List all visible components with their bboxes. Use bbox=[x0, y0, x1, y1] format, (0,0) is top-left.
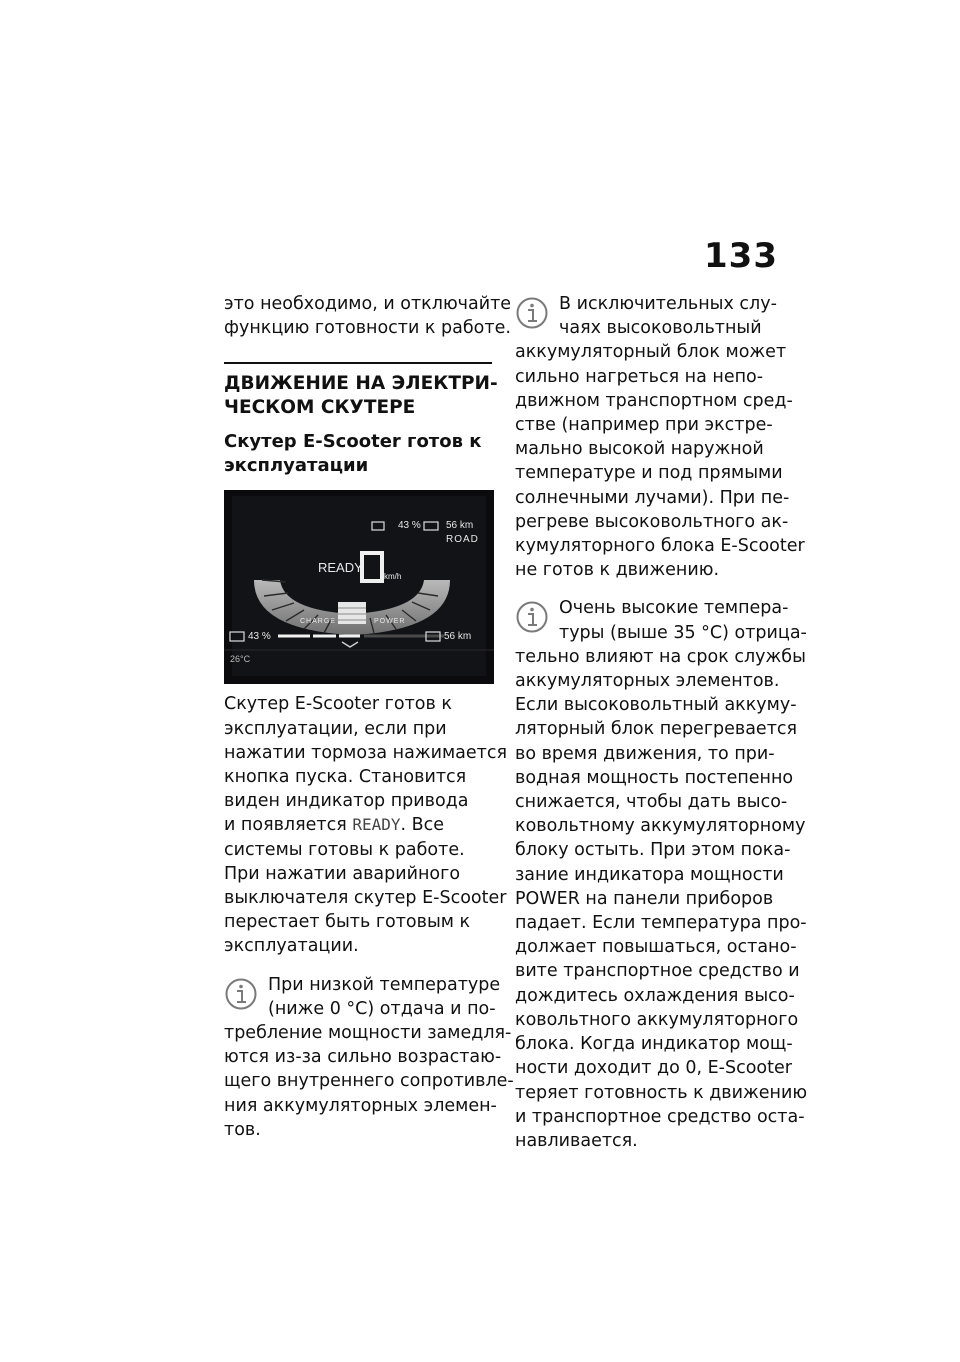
power-label: POWER bbox=[374, 618, 406, 626]
top-battery-text: 43 % bbox=[398, 520, 421, 532]
info-icon bbox=[515, 296, 549, 330]
speed-unit: km/h bbox=[384, 572, 402, 582]
bottom-range-text: 56 km bbox=[444, 631, 472, 643]
intro-paragraph: это необходимо, и отключайте функцию готовности к работе. bbox=[224, 294, 512, 339]
ready-inline-code: READY bbox=[352, 815, 401, 835]
info-icon bbox=[515, 600, 549, 634]
top-range-text: 56 km bbox=[446, 520, 474, 532]
temperature-text: 26°C bbox=[230, 654, 251, 665]
right-column bbox=[515, 292, 808, 1153]
bottom-battery-text: 43 % bbox=[248, 631, 271, 643]
mode-text: ROAD bbox=[446, 534, 479, 546]
ready-indicator: READY bbox=[318, 560, 363, 576]
section-divider bbox=[224, 362, 492, 364]
dashboard-image bbox=[224, 490, 494, 684]
ready-paragraph: Скутер E-Scooter готов к эксплуатации, если при нажатии тормоза нажимается кнопка пуска. Становится виден индикатор привода и появляется READY. Все системы готовы к работе. При нажатии аварийного выключателя скутер E-Scooter перестает быть готовым к эксплуатации. bbox=[224, 694, 508, 957]
subsection-heading: Скутер E-Scooter готов к эксплуатации bbox=[224, 431, 482, 477]
speed-value bbox=[366, 550, 367, 551]
section-heading: ДВИЖЕНИЕ НА ЭЛЕКТРИ- ЧЕСКОМ СКУТЕРЕ bbox=[224, 373, 498, 419]
page-number: 133 bbox=[704, 236, 778, 276]
overheat-note: В исключительных слу- чаях высоковольтный аккумуляторный блок может сильно нагреться на непо- движном транспортном сред- стве (например при экстре- мально высокой наружной температуре и под прямыми солнечными лучами). При пе- регреве высоковольтного ак- кумуляторного блока E-Scooter не готов к движению. bbox=[515, 294, 805, 581]
left-column bbox=[224, 292, 514, 1142]
high-temperature-note: Очень высокие темпера- туры (выше 35 °C) отрица- тельно влияют на срок службы аккумуляторных элементов. Если высоковольтный аккуму- ляторный блок перегревается во время движения, то при- водная мощность постепенно снижается, чтобы дать высо- ковольтному аккумуляторному блоку остыть. При этом пока- зание индикатора мощности POWER на панели приборов падает. Если температура про- должает повышаться, остано- вите транспортное средство и дождитесь охлаждения высо- ковольтного аккумуляторного блока. Когда индикатор мощ- ности доходит до 0, E-Scooter теряет готовность к движению и транспортное средство оста- навливается. bbox=[515, 598, 808, 1151]
charge-label: CHARGE bbox=[300, 618, 336, 626]
power-center-block bbox=[338, 602, 366, 624]
low-temperature-note: При низкой температуре (ниже 0 °C) отдача и по- требление мощности замедля- ются из-за сильно возрастаю- щего внутреннего сопротивле- ния аккумуляторных элемен- тов. bbox=[224, 974, 514, 1140]
info-icon bbox=[224, 977, 258, 1011]
